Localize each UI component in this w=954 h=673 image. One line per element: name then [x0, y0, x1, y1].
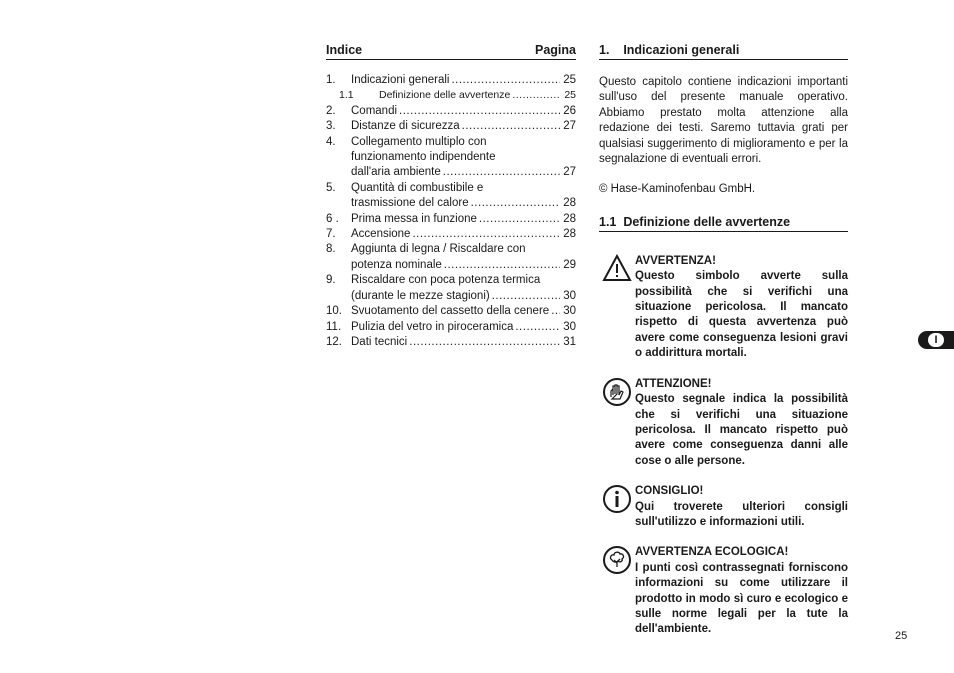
toc-entry-number: 1.1 — [339, 89, 354, 102]
notice-tip-text: Qui troverete ulteriori consigli sull'utilizzo e informazioni utili. — [635, 500, 848, 528]
language-tab — [918, 331, 954, 349]
toc-entry-number: 11. — [326, 320, 342, 333]
toc-entry-number: 6 . — [326, 212, 339, 225]
content-column — [599, 40, 848, 638]
toc-entry-number: 4. — [326, 135, 336, 148]
toc-entry-number: 10. — [326, 305, 342, 318]
toc-entry-page: 28 — [563, 212, 576, 225]
intro-paragraph: Questo capitolo contiene indicazioni importanti sull'uso del presente manuale operativo. Abbiamo prestato molta attenzione alla redazione dei testi. Saremo tuttavia grati per qualsiasi suggerimento di miglioramento e per la segnalazione di eventuali errori. — [599, 76, 848, 166]
toc-entry-text: Distanze di sicurezza — [351, 120, 460, 133]
toc-entry-text: Indicazioni generali — [351, 74, 450, 86]
notice-tip — [599, 484, 848, 530]
toc-heading: Indice — [326, 43, 363, 57]
toc-leader-dots — [399, 104, 560, 119]
toc-entry — [326, 181, 576, 212]
notice-ecology-text: I punti così contrassegnati forniscono informazioni su come utilizzare il prodotto in modo sì curo e ecologico e sulle norme legali per la tute la dell'ambiente. — [635, 561, 848, 636]
toc-leader-dots — [443, 165, 560, 180]
toc-entry-text: Comandi — [351, 104, 398, 117]
toc-leader-dots — [451, 73, 560, 88]
toc-entry — [326, 304, 576, 319]
section-1-title: 1. Indicazioni generali — [599, 43, 740, 57]
toc-entry-text: Dati tecnici — [351, 335, 408, 348]
table-of-contents — [326, 40, 576, 350]
toc-entry-page: 25 — [564, 89, 576, 102]
toc-leader-dots — [515, 320, 560, 335]
toc-entry-text: (durante le mezze stagioni) — [351, 289, 490, 302]
toc-entry-text: potenza nominale — [351, 258, 442, 271]
notice-warning-title: AVVERTENZA! — [635, 254, 716, 267]
toc-entry — [326, 335, 576, 350]
toc-entry — [326, 242, 576, 273]
warning-triangle-icon — [602, 254, 632, 284]
section-1-heading — [599, 40, 848, 60]
toc-entry — [326, 212, 576, 227]
section-1-1-heading — [599, 212, 848, 232]
toc-entry-number: 7. — [326, 228, 336, 241]
copyright-line: © Hase-Kaminofenbau GmbH. — [599, 183, 756, 196]
toc-entry-page: 30 — [563, 289, 576, 302]
page-number: 25 — [895, 630, 908, 642]
notice-tip-title: CONSIGLIO! — [635, 485, 704, 498]
toc-entry-number: 9. — [326, 274, 336, 287]
toc-entry-page: 30 — [563, 305, 576, 318]
toc-entry-page: 28 — [563, 197, 576, 210]
toc-entry-page: 26 — [563, 104, 576, 117]
toc-entry-text: Quantità di combustibile e — [351, 181, 484, 194]
toc-entry — [326, 119, 576, 134]
toc-leader-dots — [551, 304, 560, 319]
toc-entry-text: Riscaldare con poca potenza termica — [351, 274, 541, 287]
toc-entry-number: 12. — [326, 335, 342, 348]
toc-leader-dots — [479, 212, 560, 227]
section-1-1-title: 1.1 Definizione delle avvertenze — [599, 214, 791, 229]
toc-leader-dots — [492, 289, 560, 304]
toc-leader-dots — [412, 227, 560, 242]
toc-leader-dots — [512, 88, 560, 103]
notice-warning-text: Questo simbolo avverte sulla possibilità che si verifichi una situazione pericolosa. Il mancato rispetto di questa avvertenza può avere come conseguenza lesioni gravi o addirittura mortali. — [635, 270, 848, 360]
toc-list — [326, 73, 576, 350]
toc-entry-text: trasmissione del calore — [351, 197, 469, 210]
toc-entry-text: Pulizia del vetro in piroceramica — [351, 320, 514, 333]
toc-entry-text: Accensione — [351, 228, 411, 241]
toc-header — [326, 40, 576, 60]
toc-leader-dots — [471, 196, 560, 211]
toc-entry — [326, 227, 576, 242]
toc-entry — [326, 135, 576, 181]
toc-leader-dots — [409, 335, 560, 350]
toc-entry-page: 29 — [563, 258, 576, 271]
hand-caution-icon — [602, 377, 632, 407]
toc-entry-number: 8. — [326, 243, 336, 256]
toc-entry — [326, 104, 576, 119]
notice-caution — [599, 377, 848, 469]
toc-entry-number: 1. — [326, 74, 336, 86]
toc-entry-page: 27 — [563, 166, 576, 179]
toc-entry-page: 31 — [563, 335, 576, 348]
toc-entry-page: 25 — [563, 74, 576, 86]
toc-entry-text: Prima messa in funzione — [351, 212, 477, 225]
notice-caution-title: ATTENZIONE! — [635, 377, 712, 390]
toc-entry-number: 2. — [326, 104, 336, 117]
toc-entry-text: funzionamento indipendente — [351, 151, 496, 164]
notice-ecology-title: AVVERTENZA ECOLOGICA! — [635, 546, 789, 559]
toc-entry-page: 30 — [563, 320, 576, 333]
toc-entry-page: 28 — [563, 228, 576, 241]
tree-icon — [602, 545, 632, 575]
language-tab-label: I — [928, 333, 944, 347]
toc-page-heading: Pagina — [535, 43, 576, 57]
notice-ecology — [599, 545, 848, 637]
toc-entry-page: 27 — [563, 120, 576, 133]
toc-entry — [326, 73, 576, 88]
toc-entry — [326, 273, 576, 304]
toc-entry-text: Aggiunta di legna / Riscaldare con — [351, 243, 526, 256]
toc-entry-text: dall'aria ambiente — [351, 166, 441, 179]
toc-entry-text: Definizione delle avvertenze — [379, 89, 511, 102]
notice-warning — [599, 254, 848, 362]
toc-entry — [326, 320, 576, 335]
toc-leader-dots — [462, 119, 560, 134]
toc-entry — [326, 88, 576, 103]
toc-entry-number: 5. — [326, 181, 336, 194]
toc-leader-dots — [444, 258, 560, 273]
toc-entry-number: 3. — [326, 120, 336, 133]
toc-entry-text: Svuotamento del cassetto della cenere — [351, 305, 550, 318]
toc-entry-text: Collegamento multiplo con — [351, 135, 487, 148]
notice-caution-text: Questo segnale indica la possibilità che si verifichi una situazione pericolosa. Il mancato rispetto può avere come conseguenza danni alle cose o alle persone. — [635, 393, 848, 467]
info-icon — [602, 484, 632, 514]
